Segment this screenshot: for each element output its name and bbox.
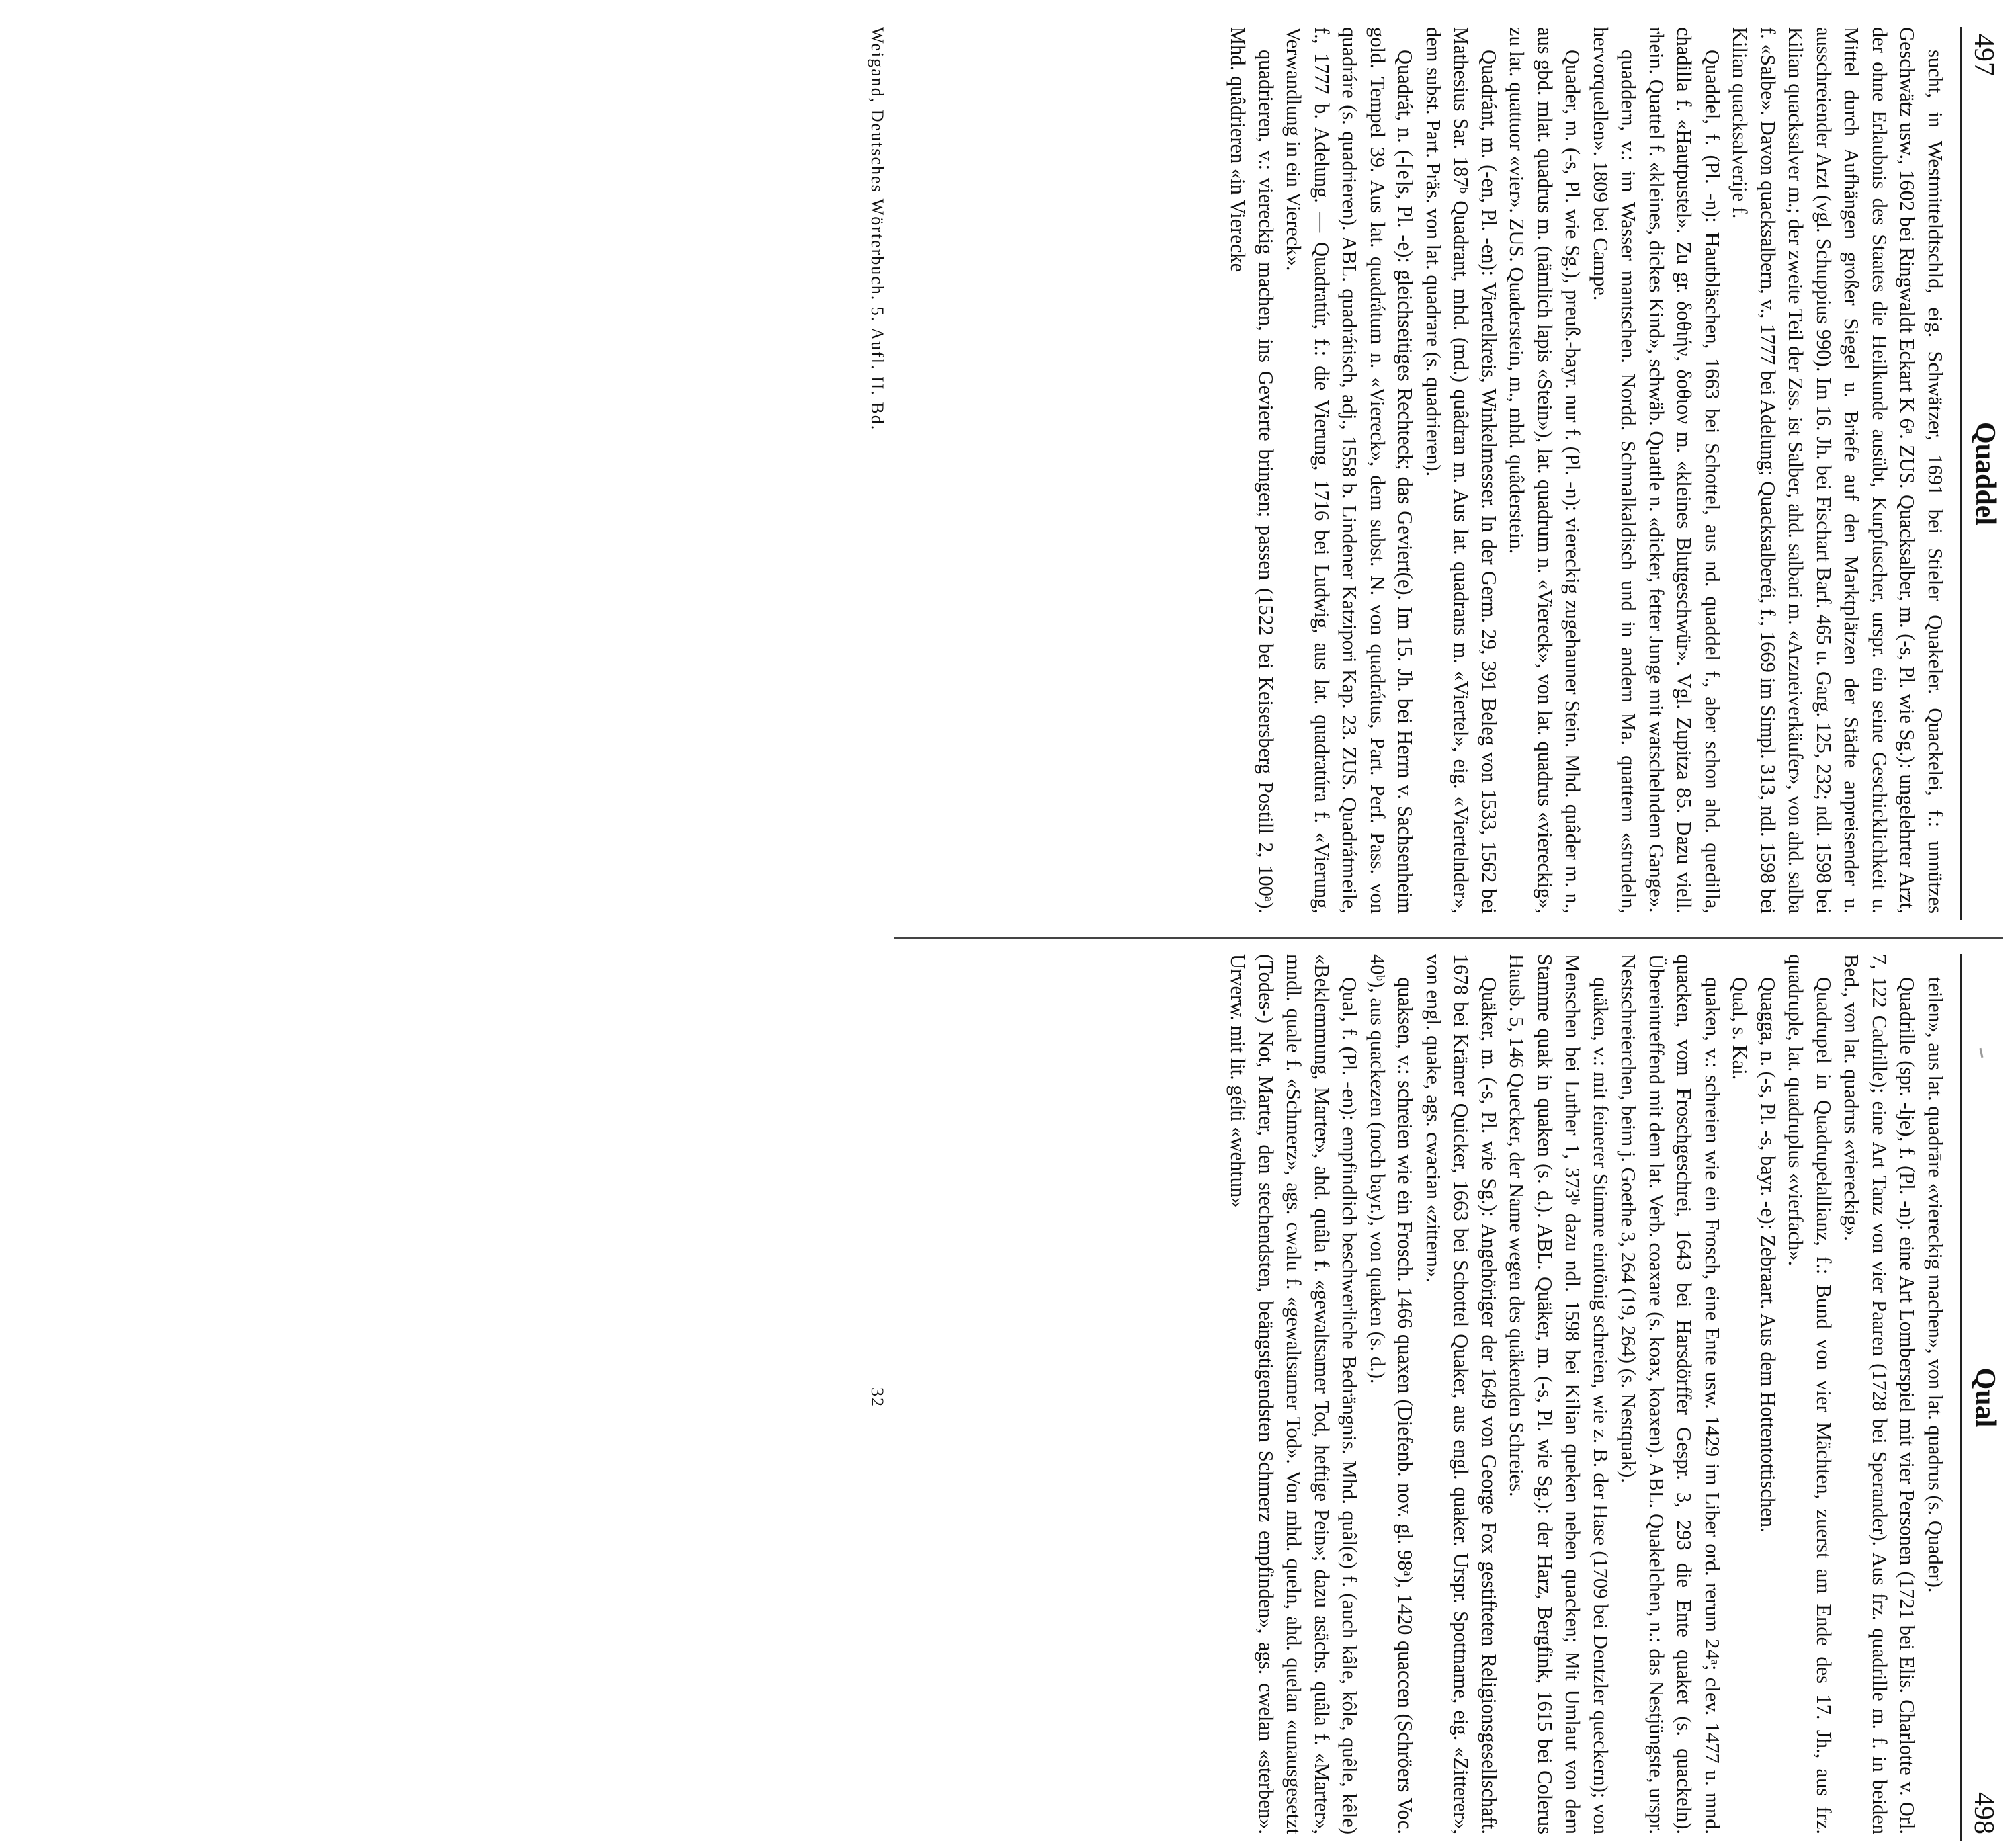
dictionary-entry: Quagga, n. (-s, Pl. -s, bayr. -e): Zebraart. Aus dem Hottentottischen. [1757, 977, 1779, 1533]
dictionary-entry: Quadrát, n. (-[e]s, Pl. -e): gleichseitiges Rechteck; das Geviert(e). Im 15. Jh. bei Herrn v. Sachsenheim gold. Tempel 39. Aus lat. quadrátum n. «Viereck», dem subst. N. von quadrátus, Part. Perf. Pass. von quadráre (s. quadrieren). ABL. quadrátisch, adj., 1558 b. Lindener Katzipori Kap. 23. ZUS. Quadrátmeile, f., 1777 b. Adelung. — Quadratúr, f.: die Vierung, 1716 bei Ludwig, aus lat. quadratúra f. «Vierung, Verwandlung in ein Viereck». [1282, 27, 1417, 914]
right-page-headword: Qual [1970, 1367, 2001, 1428]
dictionary-entry: quadrieren, v.: viereckig machen, ins Gevierte bringen; passen (1522 bei Keisersberg Postill 2, 100ᵃ). Mhd. quâdrieren «in Vierecke [1226, 27, 1277, 914]
dictionary-entry: Quaddel, f. (Pl. -n): Hautbläschen, 1663 bei Schottel, aus nd. quaddel f., aber schon ahd. quedilla, chadilla f. «Hautpustel». Zu gr. δοθιήν, δοθιον m. «kleines Blutgeschwür». Vgl. Zupitza 85. Dazu viell. rhein. Quattel f. «kleines, dickes Kind», schwäb. Quattle n. «dicker, fetter Junge mit watschelndem Gange». [1645, 27, 1724, 914]
left-page-headword: Quaddel [1970, 421, 2001, 526]
dictionary-entry: Quadrupel in Quadrupelallianz, f.: Bund von vier Mächten, zuerst am Ende des 17. Jh., aus frz. quadruple, lat. quadruplus «vierfach». [1784, 954, 1835, 1834]
right-page [860, 954, 2003, 1841]
right-page-text-column [900, 954, 1949, 1834]
dictionary-entry: Quadránt, m. (-en, Pl. -en): Viertelkreis, Winkelmesser. In der Germ. 29, 391 Beleg von 1533, 1562 bei Mathesius Sar. 187ᵇ Quadrant, mhd. (md.) quâdran m. Aus lat. quadrans m. «Viertel», eig. «Viertelnder», dem subst. Part. Präs. von lat. quadrare (s. quadrieren). [1422, 27, 1501, 914]
dictionary-entry: Qual, f. (Pl. -en): empfindlich beschwerliche Bedrängnis. Mhd. quâl(e) f. (auch kâle, kôle, quêle, kêle) «Beklemmung, Marter», ahd. quâla f. «gewaltsamer Tod, heftige Pein»; dazu asächs. quâla f. «Marter», mndl. quale f. «Schmerz», ags. cwalu f. «gewaltsamer Tod». Von mhd. queln, ahd. quelan «unausgesetzt (Todes-) Not, Marter, den stechendsten, beängstigendsten Schmerz empfinden», ags. cwelan «sterben». Urverw. mit lit. gélti «wehtun» [1226, 954, 1361, 1834]
left-page-number: 497 [1968, 34, 1999, 76]
left-page [860, 27, 2003, 920]
dictionary-entry: quäken, v.: mit feinerer Stimme eintönig schreien, wie z. B. der Hase (1709 bei Dentzler queckern); von Menschen bei Luther 1, 373ᵇ dazu ndl. 1598 bei Kilian queken neben quacken; Mit Umlaut von dem Stamme quak in quaken (s. d.). ABL. Quäker, m. (-s, Pl. wie Sg.): der Harz, Bergfink, 1615 bei Colerus Hausb. 5, 146 Quecker, der Name wegen des quäkenden Schreies. [1505, 954, 1612, 1834]
left-page-footer: Weigand, Deutsches Wörterbuch. 5. Aufl. II. Bd. [868, 27, 887, 431]
dictionary-entry: quaddern, v.: im Wasser mantschen. Nordd. Schmalkaldisch und in andern Ma. quattern «strudeln, hervorquellen». 1809 bei Campe. [1589, 27, 1640, 914]
dictionary-spread [860, 27, 2003, 1841]
dictionary-entry: Quäker, m. (-s, Pl. wie Sg.): Angehöriger der 1649 von George Fox gestifteten Religionsgesellschaft. 1678 bei Krämer Quicker, 1663 bei Schottel Quaker, aus engl. quaker. Urspr. Spottname, eig. «Zitterer», von engl. quake, ags. cwacian «zittern». [1422, 954, 1501, 1834]
left-page-header [1960, 27, 2003, 920]
right-page-header [1960, 954, 2003, 1841]
dictionary-entry: Qual, s. Kai. [1728, 977, 1752, 1080]
right-page-footer: 32 [868, 1387, 887, 1408]
dictionary-entry: quaken, v.: schreien wie ein Frosch, eine Ente usw. 1429 im Liber ord. rerum 24ᵃ; clev. 1477 u. mnd. quacken, vom Froschgeschrei, 1643 bei Harsdörffer Gespr. 3, 293 die Ente quaket (s. quackeln). Übereintreffend mit dem lat. Verb. coaxare (s. koax, koaxen). ABL. Quakelchen, n.: das Nestjüngste, urspr. Nestschreierchen, beim j. Goethe 3, 264 (19, 264) (s. Nestquak). [1617, 954, 1724, 1834]
dictionary-entry: sucht, in Westmitteldtschld, eig. Schwätzer, 1691 bei Stieler Quakeler. Quackelei, f.: unnützes Geschwätz usw., 1602 bei Ringwaldt Eckart K 6ᵃ. ZUS. Quacksalber, m. (-s, Pl. wie Sg.): ungelehrter Arzt, der ohne Erlaubnis des Staates die Heilkunde ausübt, Kurpfuscher, urspr. ein seine Geschicklichkeit u. Mittel durch Aufhängen großer Siegel u. Briefe auf den Marktplätzen der Städte anpreisender u. ausschreiender Arzt (vgl. Schuppius 990). Im 16. Jh. bei Fischart Barf. 465 u. Garg. 125, 232; ndl. 1598 bei Kilian quacksalver m.; der zweite Teil der Zss. ist Salber, ahd. salbari m. «Arzneiverkäufer», von ahd. salba f. «Salbe». Davon quacksalbern, v., 1777 bei Adelung; Quacksalberéi, f., 1669 im Simpl. 313, ndl. 1598 bei Kilian quacksalverije f. [1728, 27, 1947, 914]
dictionary-entry: teilen», aus lat. quadrāre «viereckig machen», von lat. quadrus (s. Quader). [1924, 977, 1947, 1593]
left-page-text-column [900, 27, 1949, 914]
dictionary-entry: Quadrille (spr. -lje), f. (Pl. -n): eine Art Lomberspiel mit vier Personen (1721 bei Elis. Charlotte v. Orl. 7, 122 Cadrille); eine Art Tanz von vier Paaren (1728 bei Sperander). Aus frz. quadrille m. f. in beiden Bed., von lat. quadrus «viereckig». [1840, 954, 1919, 1834]
dictionary-entry: Quader, m. (-s, Pl. wie Sg.), preuß.-bayr. nur f. (Pl. -n): viereckig zugehauner Stein. Mhd. quâder m. n., aus gbd. mlat. quadrus m. (nämlich lapis «Stein»), lat. quadrum n. «Viereck», von lat. quadrus «viereckig», zu lat. quattuor «vier». ZUS. Quaderstein, m., mhd. quâderstein. [1505, 27, 1585, 914]
dictionary-entry: quaksen, v.: schreien wie ein Frosch. 1466 quaxen (Diefenb. nov. gl. 98ᵃ), 1420 quaccen (Schröers Voc. 40ᵇ), aus quackezen (noch bayr.), von quaken (s. d.). [1366, 954, 1417, 1834]
column-divider [894, 937, 2003, 939]
right-page-number: 498 [1968, 1792, 1999, 1834]
